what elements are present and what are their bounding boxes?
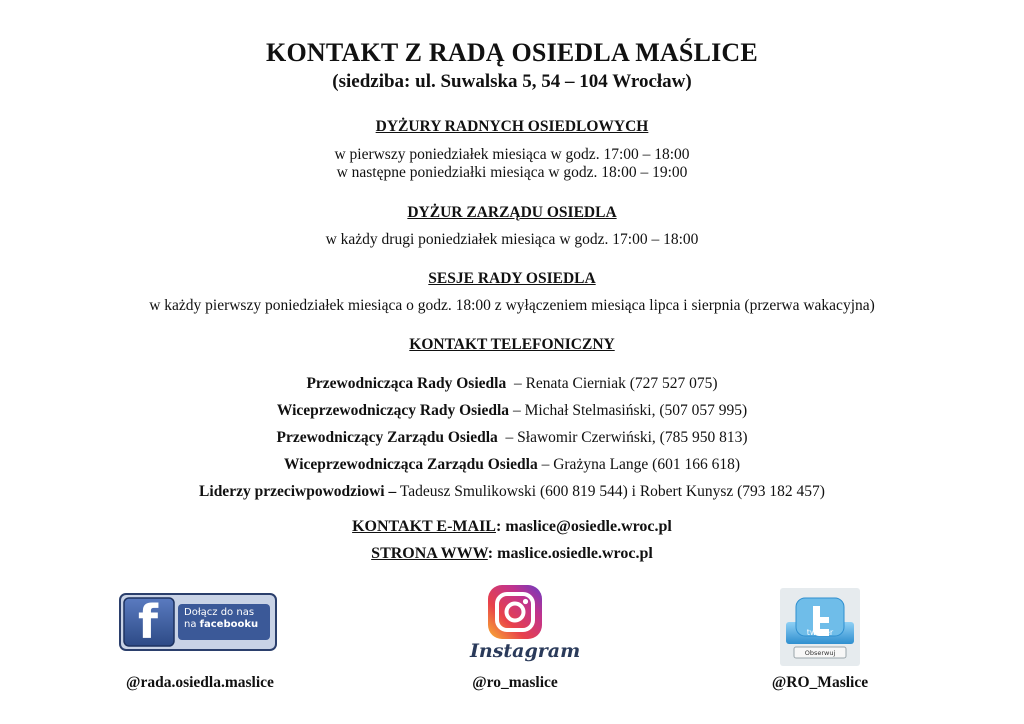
instagram-wordmark: Instagram [470,640,581,662]
email-label: KONTAKT E-MAIL [352,518,496,535]
contact-role: Wiceprzewodniczący Rady Osiedla [276,402,510,419]
facebook-f-icon: f [138,595,159,649]
contact-role: Wiceprzewodnicząca Zarządu Osiedla [283,456,538,473]
facebook-badge-line1: Dołącz do nas [184,607,255,618]
contact-row [0,483,1024,501]
contact-separator: – [537,456,554,473]
sessions-heading: SESJE RADY OSIEDLA [428,270,596,287]
contact-person: Grażyna Lange (601 166 618) [553,456,740,473]
duty-line-1: w pierwszy poniedziałek miesiąca w godz. 17:00 – 18:00 [334,146,690,163]
contact-role: Przewodnicząca Rady Osiedla [306,375,507,392]
duty-councillors-heading: DYŻURY RADNYCH OSIEDLOWYCH [375,118,649,135]
website-url[interactable]: : maslice.osiedle.wroc.pl [487,545,653,562]
address-subtitle: (siedziba: ul. Suwalska 5, 54 – 104 Wrocław) [332,71,692,92]
instagram-icon [470,584,560,646]
contact-person: Sławomir Czerwiński, (785 950 813) [517,429,748,446]
twitter-follow-button[interactable]: Obserwuj [804,649,836,657]
contact-person: Michał Stelmasiński, (507 057 995) [524,402,748,419]
email-address[interactable]: : maslice@osiedle.wroc.pl [495,518,672,535]
duty-line-2: w następne poniedziałki miesiąca w godz. 18:00 – 19:00 [336,164,688,181]
contact-separator: – [509,402,525,419]
facebook-badge-text [184,607,258,631]
instagram-logo[interactable] [470,584,581,668]
sessions-line: w każdy pierwszy poniedziałek miesiąca o godz. 18:00 z wyłączeniem miesiąca lipca i sierpnia (przerwa wakacyjna) [149,297,875,314]
contact-role: Przewodniczący Zarządu Osiedla [276,429,498,446]
contact-separator: – [506,375,526,392]
duty-board-heading: DYŻUR ZARZĄDU OSIEDLA [407,204,617,221]
twitter-banner-text: twitter [806,628,834,637]
contact-person: Tadeusz Smulikowski (600 819 544) i Robert Kunysz (793 182 457) [399,483,825,500]
twitter-handle[interactable]: @RO_Maslice [771,674,869,691]
email-contact[interactable] [0,518,1024,536]
contact-separator: – [497,429,518,446]
www-label: STRONA WWW [371,545,488,562]
facebook-badge[interactable] [118,592,278,652]
facebook-handle[interactable]: @rada.osiedla.maslice [126,674,274,691]
website-contact[interactable] [0,545,1024,563]
page-title: KONTAKT Z RADĄ OSIEDLA MAŚLICE [266,38,758,67]
duty-board-line: w każdy drugi poniedziałek miesiąca w godz. 17:00 – 18:00 [325,231,699,248]
contact-row [0,429,1024,447]
contact-row [0,456,1024,474]
instagram-handle[interactable]: @ro_maslice [472,674,558,691]
facebook-badge-line2: na facebooku [184,619,259,630]
contact-row [0,375,1024,393]
contact-person: Renata Cierniak (727 527 075) [525,375,718,392]
contact-row [0,402,1024,420]
phone-heading: KONTAKT TELEFONICZNY [409,336,615,353]
contact-role: Liderzy przeciwpowodziowi – [199,483,397,500]
twitter-badge[interactable] [780,588,860,666]
